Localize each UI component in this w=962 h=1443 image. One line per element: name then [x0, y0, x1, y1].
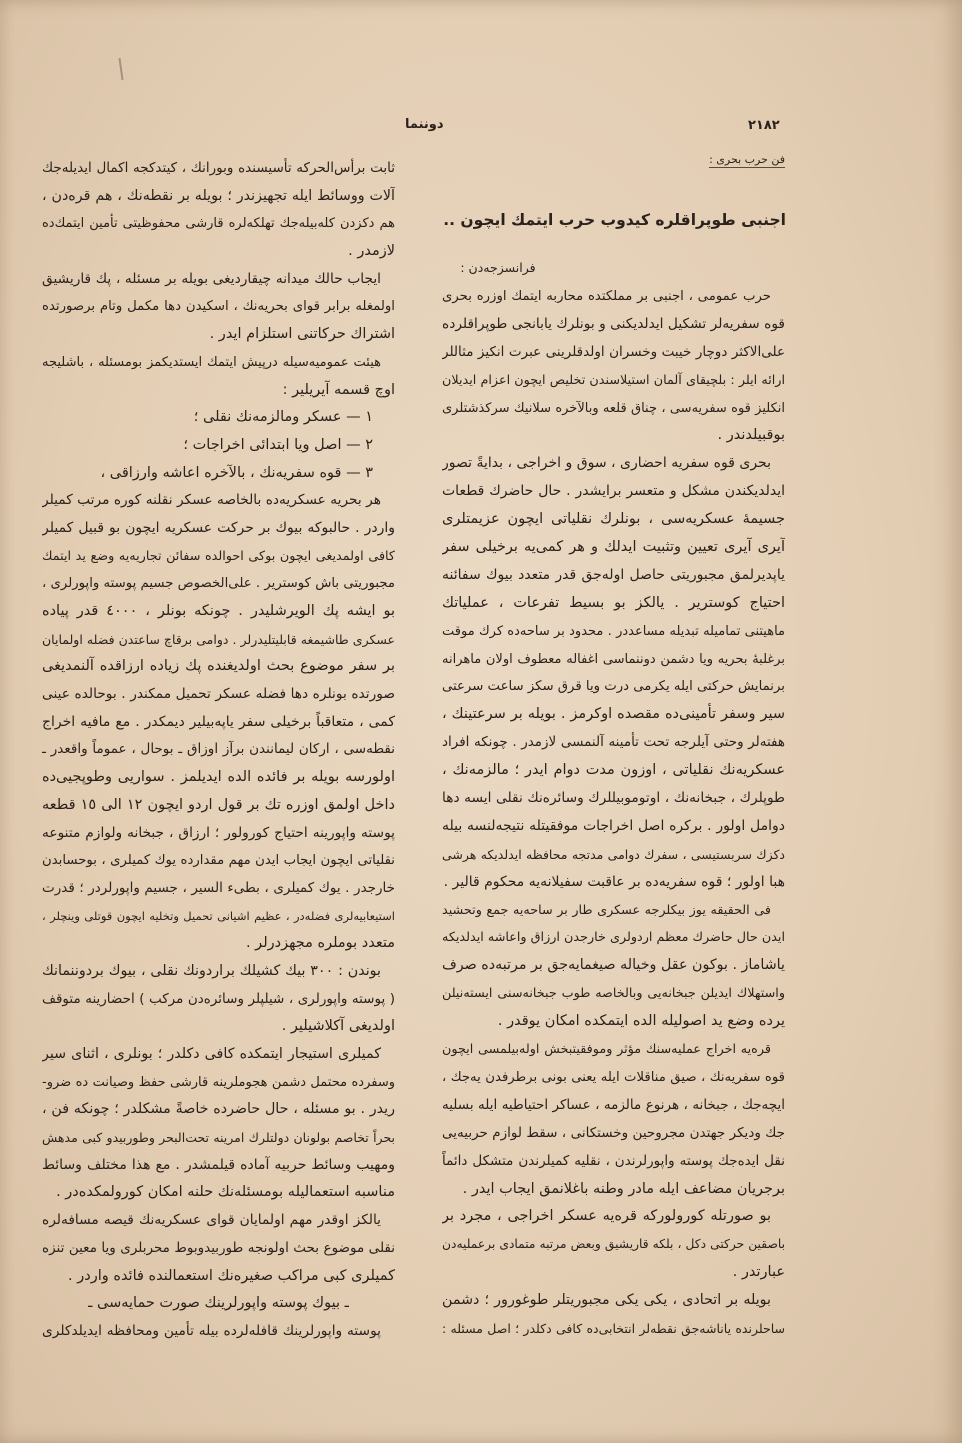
- text-line: واستهلاك ایدیلن جبخانه‌یی وبالخاصه طوب جبخانه‌سنی ایسته‌نیلن: [442, 986, 785, 1002]
- text-line: پوسته واپورلرینك قافله‌لرده بیله تأمین ومحافظه ایدیلدکلری: [42, 1322, 381, 1339]
- text-line: آلات ووسائط ایله تجهیزندر ؛ بویله بر نقطه‌نك ، هم قره‌دن ،: [42, 187, 395, 204]
- text-line: ماهیتنی تمامیله تبدیله مساعددر . محدود بر ساحه‌ده کرك موقت: [442, 623, 785, 639]
- text-line: جسیمهٔ عسکریه‌سی ، بونلرك نقلیاتی ایچون عزیمتلری: [442, 511, 785, 528]
- text-line: آیری آیری تعیین وتثبیت ایدلك و هر کمی‌یه برخیلی سفر: [442, 539, 785, 556]
- text-line: هر بحریه عسکریه‌ده بالخاصه عسکر نقلنه کوره مرتب کمیلر: [42, 492, 381, 509]
- list-item: ٣ — قوه سفریه‌نك ، بالآخره اعاشه وارزاقی ،: [100, 464, 373, 481]
- pencil-mark: [118, 58, 123, 80]
- text-line: بویله بر اتحادی ، یکی یکی مجبوریتلر طوغورور ؛ دشمن: [442, 1292, 771, 1309]
- text-line: اولورسه بویله بر فائده الده ایدیلمز . سواریی وطوپجیی‌ده: [42, 769, 395, 786]
- text-line: ارائه ایلر : بلچیقای آلمان استیلاسندن تخلیص ایچون اعزام ایدیلان: [442, 372, 785, 388]
- text-line: مناسبه استعمالیله بومسئله‌نك حلنه امکان کورولمکده‌در .: [56, 1184, 395, 1201]
- text-line: نقطه‌سی ، ارکان لیمانندن برآز اوزاق ـ بوحال ، عموماً واقعدر ـ: [42, 741, 395, 758]
- text-line: علی‌الاکثر دوچار خیبت وخسران اولدقلرینی عبرت انکیز مثاللر: [442, 343, 785, 360]
- paragraph: [442, 1036, 785, 1203]
- text-line: عبارتدر .: [732, 1264, 785, 1281]
- paragraph: [42, 266, 395, 349]
- paragraph: [42, 155, 395, 266]
- text-line: عسکریه‌نك نقلیاتی ، اوزون مدت دوام ایدر ؛ مالزمه‌نك ،: [442, 762, 785, 779]
- text-line: فی الحقیقه یوز بیکلرجه عسکری طار بر ساحه‌یه جمع وتحشید: [442, 902, 771, 918]
- text-line: کمی ، متعاقباً برخیلی سفر یاپه‌بیلیر دیمکدر . مع مافیه اخراج: [42, 713, 395, 730]
- paragraph: [442, 1203, 785, 1287]
- text-line: بوقبیلدندر .: [717, 427, 785, 444]
- source-note: فرانسزجه‌دن :: [460, 260, 536, 275]
- text-line: دکزك سربستیسی ، سفرك دوامی مدتجه محافظه ایدلدیکه هرشی: [442, 846, 785, 862]
- text-line: اوچ قسمه آیریلیر :: [282, 381, 395, 398]
- text-line: قوه سفریه‌لر تشکیل ایدلدیکنی و بونلرك یابانجی طوپراقلرده: [442, 315, 785, 332]
- text-line: کمیلری استیجار ایتمکده کافی دکلدر ؛ بونلری ، اثنای سیر: [42, 1046, 381, 1062]
- paragraph: [442, 450, 785, 896]
- section-label: [690, 150, 785, 170]
- text-line: انکلیز قوه سفریه‌سی ، چناق قلعه وبالآخره سلانیك سرکذشتلری: [442, 400, 785, 416]
- text-line: هم دکزدن کله‌بیله‌جك تهلکه‌لره قارشی محفوظیتی تأمین ایتمك‌ده: [42, 216, 395, 232]
- paragraph: [442, 1287, 785, 1343]
- left-column: [42, 155, 395, 1346]
- text-line: ایدن حال حاضرك معظم اردولری خارجدن ارزاق واعاشه ایدلدیکه: [442, 930, 785, 946]
- text-line: جك ودیکر جهتدن مجروحین وخستکانی ، سقط لوازم حربیه‌یی: [442, 1124, 785, 1141]
- text-line: یاپدیرلمق مجبوریتی حاصل اوله‌جق قدر متعدد بیوك سفائنه: [442, 566, 785, 583]
- text-line: بحراً تخاصم بولونان دولتلرك امرینه تحت‌البحر وطوربیدو کبی مدهش: [42, 1130, 395, 1146]
- text-line: برنمایش حرکتی ایله یکرمی درت ویا قرق سکز ساعت سرعتی: [442, 679, 785, 695]
- journal-name: دوننما: [405, 117, 444, 132]
- text-line: کمیلری کبی مراکب صغیره‌نك استعمالنده فائده واردر .: [68, 1267, 395, 1284]
- text-line: ثابت برأس‌الحرکه تأسیسنده وبورانك ، کیتدکجه اکمال ایدیله‌جك: [42, 160, 395, 176]
- paragraph: [42, 349, 395, 404]
- right-column: [442, 283, 785, 1343]
- list-item: ١ — عسکر ومالزمه‌نك نقلی ؛: [193, 409, 373, 426]
- article-title: اجنبی طوپراقلره کیدوب حرب ایتمك ایچون ..: [443, 211, 786, 229]
- text-line: وسفرده محتمل دشمن هجوملرینه قارشی حفظ وصیانت ده ضرو-: [42, 1074, 395, 1090]
- text-line: داخل اولمق اوزره تك بر قول اردو ایچون ١٢ الی ١٥ قطعه: [42, 796, 395, 813]
- text-line: کافی اولمدیغی ایچون بوکی احوالده سفائن تجاریه‌یه وضع ید ایتمك: [42, 548, 395, 564]
- text-line: پوسته واپورینه احتیاج کورولور ؛ ارزاق ، جبخانه ولوازم متنوعه: [42, 824, 395, 841]
- text-line: بوندن : ٣٠٠ بیك کشیلك براردونك نقلی ، بیوك بردوننمانك: [42, 962, 381, 979]
- paragraph: [42, 1318, 395, 1346]
- text-line: بو صورتله کورولورکه قره‌یه عسکر اخراجی ، مجرد بر: [442, 1208, 771, 1225]
- text-line: استیعابیه‌لری فضله‌در ، عظیم اشیانی تحمیل وتخلیه ایچون قوتلی وینچلر ،: [42, 908, 395, 923]
- text-line: برغلبهٔ بحریه ویا دشمن دوننماسی اغفاله معطوف اولان ماهرانه: [442, 651, 785, 667]
- text-line: نقلی موضوع بحث اولونجه طوربیدوبوط محربلری ویا معین تنزه: [42, 1239, 395, 1256]
- text-line: بو ایشه پك الویرشلیدر . چونکه بونلر ، ٤٠٠٠ قدر پیاده: [42, 603, 395, 619]
- section-label-text: فن حرب بحری :: [709, 153, 785, 166]
- text-line: اولمغله برابر قوای بحریه‌نك ، اسکیدن دها مکمل وتام برصورتده: [42, 299, 395, 315]
- text-line: ومهیب وسائط حربیه آماده قیلمشدر . مع هذا مختلف وسائط: [42, 1156, 395, 1173]
- text-line: ( پوسته واپورلری ، شیلپلر وسائره‌دن مرکب ) احضارینه متوقف: [42, 990, 395, 1007]
- text-line: ایجاب حالك میدانه چیقاردیغی بویله بر مسئله ، پك قاریشیق: [42, 270, 381, 287]
- text-line: نقل ایده‌جك پوسته واپورلرندن ، نقلیه کمیلرندن متشکل دائماً: [442, 1152, 785, 1169]
- text-line: یاشاماز . بوکون عقل وخیاله صیغمایه‌جق بر مرتبه‌ده صرف: [442, 957, 785, 974]
- paragraph: [42, 1041, 395, 1207]
- text-line: یرده وضع ید اصولیله الده ایتمکده امکان یوقدر .: [497, 1013, 785, 1030]
- text-line: اولدیغی آکلاشیلیر .: [281, 1018, 395, 1035]
- text-line: اشتراك حرکاتنی استلزام ایدر .: [209, 326, 395, 343]
- text-line: لازمدر .: [348, 243, 395, 260]
- text-line: یالکز اوقدر مهم اولمایان قوای عسکریه‌نك قیصه مسافه‌لره: [42, 1212, 381, 1229]
- paragraph: [42, 958, 395, 1041]
- paragraph: [442, 283, 785, 450]
- text-line: باصقین حرکتی دکل ، بلکه قاریشیق وبعض مرتبه متمادی برعملیه‌دن: [442, 1237, 785, 1252]
- text-line: نقلیاتی ایچون ایجاب ایدن مهم مقدارده یوك کمیلری ، بوحسابدن: [42, 853, 395, 869]
- text-line: سیر وسفر تأمینی‌ده مقصده اوکرمز . بویله بر سرعتینك ،: [442, 706, 785, 723]
- text-line: متعدد بوملره مجهزدرلر .: [245, 935, 395, 952]
- text-line: صورتده بونلره دها فضله عسکر تحمیل ممکندر . بوحالده عینی: [42, 686, 395, 703]
- text-line: ایدلدیکندن مشکل و متعسر برایشدر . حال حاضرك قطعات: [442, 483, 785, 500]
- text-line: خارجدر . یوك کمیلری ، بطیء السیر ، جسیم واپورلردر ؛ قدرت: [42, 879, 395, 896]
- page-number: ٢١٨٢: [748, 118, 780, 133]
- text-line: واردر . حالبوکه بیوك بر حرکت عسکریه ایچون بو قبیل کمیلر: [42, 519, 395, 536]
- paragraph: [442, 897, 785, 1036]
- text-line: عسکری طاشیمغه قابلیتلیدرلر . دوامی برقاچ ساعتدن فضله اولمایان: [42, 631, 395, 647]
- text-line: ساحلرنده یاناشه‌جق نقطه‌لر انتخابی‌ده کافی دکلدر ؛ اصل مسئله :: [442, 1320, 785, 1336]
- paragraph: [42, 1207, 395, 1290]
- text-line: طوپلرك ، جبخانه‌نك ، اوتوموبیللرك وسائره‌نك نقلی ایسه دها: [442, 790, 785, 807]
- text-line: هیئت عمومیه‌سیله درپیش ایتمك ایستدیکمز بومسئله ، باشلیجه: [42, 354, 381, 370]
- text-line: قوه سفریه‌نك ، صیق مناقلات ایله یعنی بونی برطرفدن یه‌جك ،: [442, 1069, 785, 1085]
- text-line: بحری قوه سفریه احضاری ، سوق و اخراجی ، بدایةً تصور: [442, 455, 771, 472]
- paragraph: [42, 487, 395, 958]
- text-line: حرب عمومی ، اجنبی بر مملکتده محاربه ایتمك اوزره بحری: [442, 289, 771, 304]
- text-line: بر سفر موضوع بحث اولدیغنده پك زیاده ارزاقده آلنمدیغی: [42, 658, 395, 675]
- text-line: ایچه‌جك ، جبخانه ، هرنوع مالزمه ، عساکر احتیاطیه ایله بسلیه‌: [442, 1096, 785, 1113]
- text-line: هفته‌لر وحتی آیلرجه تحت تأمینه آلنمسی لازمدر . چونکه افراد: [442, 734, 785, 751]
- text-line: احتیاج کوستریر . یالکز بو بسیط تفرعات ، عملیاتك: [442, 594, 785, 611]
- numbered-list: [42, 404, 395, 487]
- text-line: مجبوریتی باش کوستریر . علی‌الخصوص جسیم پوسته واپورلری ،: [42, 576, 395, 592]
- text-line: دوامل اولور . برکره اصل اخراجات موفقیتله نتیجه‌لنسه بیله: [442, 817, 785, 834]
- text-line: قره‌یه اخراج عملیه‌سنك مؤثر وموفقیتبخش اوله‌بیلمسی ایچون: [442, 1042, 771, 1058]
- text-line: برجریان مضاعف ایله مادر وطنه باغلانمق ایجاب ایدر .: [462, 1180, 785, 1197]
- subheading: ـ بیوك پوسته واپورلرینك صورت حمایه‌سی ـ: [88, 1295, 349, 1312]
- text-line: ریدر . بو مسئله ، حال حاضرده خاصةً مشکلدر ؛ چونکه فن ،: [42, 1101, 395, 1118]
- text-line: هبا اولور ؛ قوه سفریه‌ده بر عاقبت سفیلانه‌یه محکوم قالیر .: [443, 873, 785, 890]
- list-item: ٢ — اصل ویا ابتدائی اخراجات ؛: [183, 436, 373, 453]
